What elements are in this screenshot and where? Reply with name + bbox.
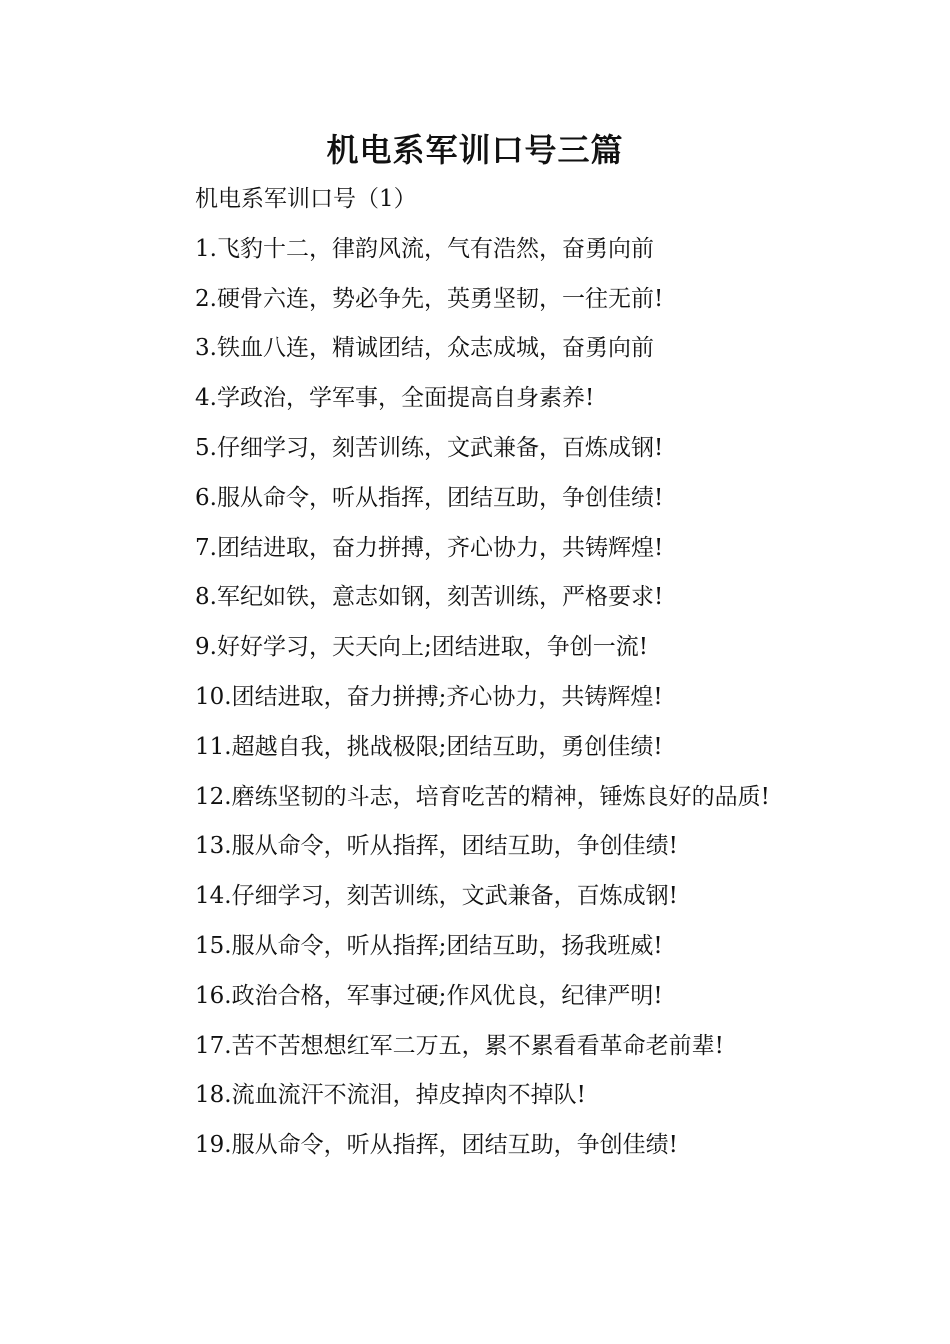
slogan-text: 服从命令，听从指挥;团结互助，扬我班威! [231, 932, 663, 959]
slogan-item [145, 275, 815, 325]
slogan-item [145, 225, 815, 275]
slogan-number: 7. [195, 534, 217, 561]
slogan-number: 3. [195, 335, 217, 362]
slogan-number: 15. [195, 932, 232, 959]
slogan-number: 14. [195, 883, 232, 910]
slogan-text: 好好学习，天天向上;团结进取，争创一流! [216, 634, 648, 661]
slogan-text: 铁血八连，精诚团结，众志成城，奋勇向前 [216, 335, 654, 362]
slogan-number: 1. [195, 235, 217, 262]
slogan-number: 18. [195, 1082, 232, 1109]
slogan-item [145, 822, 815, 872]
slogan-number: 2. [195, 285, 217, 312]
slogan-text: 仔细学习，刻苦训练，文武兼备，百炼成钢! [231, 883, 678, 910]
slogan-text: 政治合格，军事过硬;作风优良，纪律严明! [231, 982, 663, 1009]
document-body [145, 175, 815, 1171]
slogan-item [145, 723, 815, 773]
slogan-text: 团结进取，奋力拼搏;齐心协力，共铸辉煌! [231, 683, 663, 710]
slogan-text: 苦不苦想想红军二万五，累不累看看革命老前辈! [231, 1032, 724, 1059]
slogan-item [145, 1022, 815, 1072]
slogan-number: 8. [195, 584, 217, 611]
slogan-item [145, 374, 815, 424]
slogan-text: 飞豹十二，律韵风流，气有浩然，奋勇向前 [216, 235, 654, 262]
slogan-text: 军纪如铁，意志如钢，刻苦训练，严格要求! [216, 584, 664, 611]
slogan-item [145, 474, 815, 524]
slogan-item [145, 524, 815, 574]
slogan-text: 服从命令，听从指挥，团结互助，争创佳绩! [231, 833, 678, 860]
slogan-text: 服从命令，听从指挥，团结互助，争创佳绩! [231, 1132, 678, 1159]
slogan-number: 17. [195, 1032, 232, 1059]
slogan-item [145, 872, 815, 922]
slogan-item [145, 972, 815, 1022]
slogan-text: 硬骨六连，势必争先，英勇坚韧，一往无前! [216, 285, 664, 312]
slogan-number: 9. [195, 634, 217, 661]
slogan-item [145, 1071, 815, 1121]
slogan-text: 流血流汗不流泪，掉皮掉肉不掉队! [231, 1082, 586, 1109]
slogan-item [145, 673, 815, 723]
slogan-text: 团结进取，奋力拼搏，齐心协力，共铸辉煌! [216, 534, 664, 561]
slogan-text: 学政治，学军事，全面提高自身素养! [216, 385, 595, 412]
slogan-item [145, 623, 815, 673]
slogan-text: 仔细学习，刻苦训练，文武兼备，百炼成钢! [216, 434, 664, 461]
slogan-number: 19. [195, 1132, 232, 1159]
document-title: 机电系军训口号三篇 [326, 131, 624, 169]
slogan-item [145, 1121, 815, 1171]
slogan-text: 超越自我，挑战极限;团结互助，勇创佳绩! [231, 733, 663, 760]
slogan-text: 磨练坚韧的斗志，培育吃苦的精神，锤炼良好的品质! [231, 783, 770, 810]
slogan-number: 12. [195, 783, 232, 810]
slogan-item [145, 324, 815, 374]
slogan-number: 5. [195, 434, 217, 461]
slogan-item [145, 573, 815, 623]
section-heading: 机电系军训口号（1） [195, 186, 417, 212]
slogan-number: 16. [195, 982, 232, 1009]
slogan-number: 13. [195, 833, 232, 860]
slogan-text: 服从命令，听从指挥，团结互助，争创佳绩! [216, 484, 664, 511]
slogan-item [145, 424, 815, 474]
slogan-item [145, 773, 815, 823]
slogan-number: 4. [195, 385, 217, 412]
slogan-number: 6. [195, 484, 217, 511]
slogan-number: 11. [195, 733, 232, 760]
slogan-number: 10. [195, 683, 232, 710]
slogan-item [145, 922, 815, 972]
